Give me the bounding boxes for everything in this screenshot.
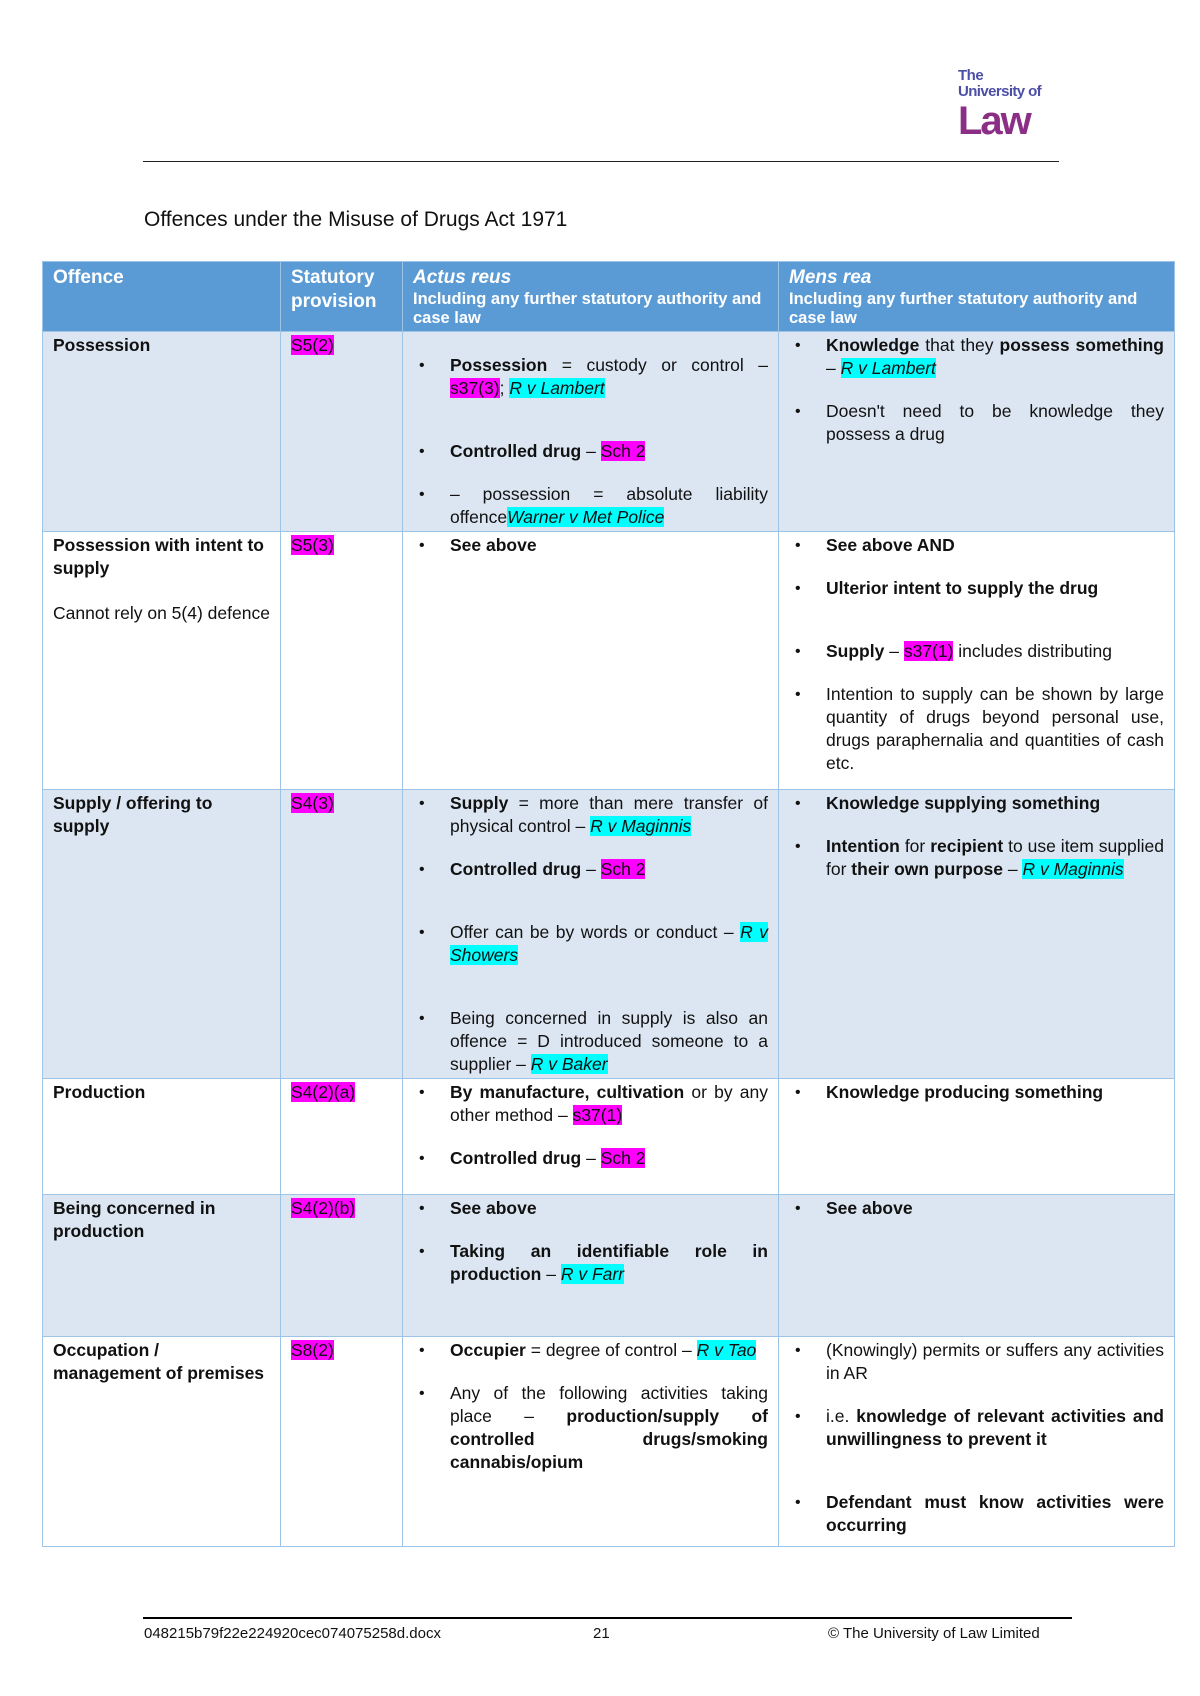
bold-term: Controlled drug xyxy=(450,859,582,879)
body-text: Any of the following activities taking place – xyxy=(450,1383,768,1426)
case-reference-highlight: R v Baker xyxy=(530,1054,608,1074)
body-text: Offer can be by words or conduct – xyxy=(450,922,741,942)
mens-rea-cell xyxy=(779,532,1175,790)
actus-reus-cell xyxy=(403,790,779,1079)
bold-term: See above xyxy=(450,1198,537,1218)
offence-name: Possession xyxy=(53,335,151,355)
list-item xyxy=(413,1339,768,1362)
offence-name: Occupation / management of premises xyxy=(53,1340,265,1383)
actus-reus-list xyxy=(413,792,768,1076)
body-text: Doesn't need to be knowledge they possess a drug xyxy=(826,401,1164,444)
bold-term: Intention xyxy=(826,836,900,856)
header-mens-subtitle: Including any further statutory authority and case law xyxy=(789,290,1138,327)
bold-term: Defendant must know activities were occurring xyxy=(826,1492,1164,1535)
provision-cell xyxy=(281,1079,403,1195)
bold-term: See above xyxy=(450,535,537,555)
statutory-provision-highlight: S4(2)(b) xyxy=(291,1198,356,1218)
list-item xyxy=(413,1007,768,1076)
body-text: – xyxy=(581,441,601,461)
case-reference-highlight: R v Maginnis xyxy=(1022,859,1124,879)
mens-rea-list xyxy=(789,334,1164,446)
header-actus-reus: Actus reus Including any further statutory authority and case law xyxy=(403,262,779,332)
list-item xyxy=(413,440,768,463)
statutory-provision-highlight: S5(3) xyxy=(291,535,334,555)
list-item xyxy=(789,577,1164,600)
case-reference-highlight: R v Lambert xyxy=(840,358,936,378)
statute-reference-highlight: Sch 2 xyxy=(600,1148,646,1168)
list-item xyxy=(789,334,1164,380)
bold-term: production/supply of controlled drugs/smoking cannabis/opium xyxy=(450,1406,768,1472)
actus-reus-cell xyxy=(403,332,779,532)
footer-page-number: 21 xyxy=(593,1625,610,1642)
offence-name: Being concerned in production xyxy=(53,1198,216,1241)
body-text: includes distributing xyxy=(953,641,1112,661)
body-text: – xyxy=(581,859,601,879)
table-header-row xyxy=(43,262,1175,332)
case-reference-highlight: R v Tao xyxy=(696,1340,757,1360)
table-row xyxy=(43,1195,1175,1337)
mens-rea-cell xyxy=(779,790,1175,1079)
bold-term: knowledge of relevant activities and unwillingness to prevent it xyxy=(826,1406,1164,1449)
offence-cell xyxy=(43,1079,281,1195)
logo-line-2: University of xyxy=(958,83,1042,100)
mens-rea-list xyxy=(789,534,1164,775)
offences-table xyxy=(42,261,1175,1547)
offence-cell xyxy=(43,1195,281,1337)
mens-rea-list xyxy=(789,1339,1164,1537)
table-row xyxy=(43,332,1175,532)
body-text: ; xyxy=(499,378,510,398)
list-item xyxy=(413,858,768,881)
bold-term: Taking an identifiable role in production xyxy=(450,1241,768,1284)
table-row xyxy=(43,1079,1175,1195)
actus-reus-list xyxy=(413,1081,768,1170)
bold-term: possess something xyxy=(999,335,1164,355)
list-item xyxy=(789,792,1164,815)
statute-reference-highlight: Sch 2 xyxy=(600,441,646,461)
provision-cell xyxy=(281,790,403,1079)
statutory-provision-highlight: S8(2) xyxy=(291,1340,334,1360)
body-text: or by any other method – xyxy=(450,1082,768,1125)
body-text: (Knowingly) permits or suffers any activities in AR xyxy=(826,1340,1164,1383)
case-reference-highlight: Warner v Met Police xyxy=(507,507,665,527)
bold-term: Supply xyxy=(450,793,509,813)
bold-term: Ulterior intent to supply the drug xyxy=(826,578,1099,598)
header-provision: Statutory provision xyxy=(281,262,403,332)
bold-term: recipient xyxy=(930,836,1004,856)
mens-rea-cell xyxy=(779,1337,1175,1547)
header-actus-subtitle: Including any further statutory authority and case law xyxy=(413,290,762,327)
body-text: – xyxy=(1002,859,1023,879)
list-item xyxy=(413,1382,768,1474)
list-item xyxy=(413,1240,768,1286)
footer-copyright: © The University of Law Limited xyxy=(828,1625,1040,1642)
statutory-provision-highlight: S4(3) xyxy=(291,793,334,813)
footer-filename: 048215b79f22e224920cec074075258d.docx xyxy=(144,1625,441,1642)
body-text: – xyxy=(541,1264,561,1284)
body-text: for xyxy=(899,836,931,856)
mens-rea-list xyxy=(789,792,1164,881)
offence-name: Supply / offering to supply xyxy=(53,793,213,836)
provision-cell xyxy=(281,532,403,790)
mens-rea-cell xyxy=(779,332,1175,532)
offence-note: Cannot rely on 5(4) defence xyxy=(53,603,270,623)
list-item xyxy=(413,534,768,557)
list-item xyxy=(789,640,1164,663)
bold-term: Controlled drug xyxy=(450,1148,582,1168)
bold-term: See above xyxy=(826,1198,913,1218)
case-reference-highlight: R v Showers xyxy=(450,922,768,965)
case-reference-highlight: R v Farr xyxy=(560,1264,625,1284)
mens-rea-cell xyxy=(779,1079,1175,1195)
actus-reus-cell xyxy=(403,532,779,790)
body-text: = more than mere transfer of physical control – xyxy=(450,793,768,836)
body-text: that they xyxy=(919,335,1000,355)
actus-reus-list xyxy=(413,534,768,557)
list-item xyxy=(789,1197,1164,1220)
body-text: – xyxy=(884,641,904,661)
offence-cell xyxy=(43,532,281,790)
body-text: i.e. xyxy=(826,1406,857,1426)
list-item xyxy=(413,483,768,529)
table-row xyxy=(43,532,1175,790)
bold-term: See above AND xyxy=(826,535,955,555)
actus-reus-cell xyxy=(403,1337,779,1547)
bold-term: Controlled drug xyxy=(450,441,582,461)
bold-term: Possession xyxy=(450,355,548,375)
bold-term: Knowledge supplying something xyxy=(826,793,1101,813)
statutory-provision-highlight: S5(2) xyxy=(291,335,334,355)
bold-term: Knowledge xyxy=(826,335,920,355)
list-item xyxy=(413,1197,768,1220)
provision-cell xyxy=(281,1337,403,1547)
list-item xyxy=(413,354,768,400)
offences-table-body xyxy=(43,332,1175,1547)
bold-term: their own purpose xyxy=(851,859,1003,879)
table-row xyxy=(43,1337,1175,1547)
actus-reus-list xyxy=(413,1197,768,1286)
statute-reference-highlight: s37(3) xyxy=(450,378,500,398)
document-title: Offences under the Misuse of Drugs Act 1971 xyxy=(144,208,568,231)
offence-name: Possession with intent to supply xyxy=(53,535,264,578)
list-item xyxy=(789,1405,1164,1451)
mens-rea-list xyxy=(789,1197,1164,1220)
statutory-provision-highlight: S4(2)(a) xyxy=(291,1082,356,1102)
list-item xyxy=(413,921,768,967)
mens-rea-cell xyxy=(779,1195,1175,1337)
table-row xyxy=(43,790,1175,1079)
list-item xyxy=(413,1081,768,1127)
provision-cell xyxy=(281,332,403,532)
list-item xyxy=(789,1339,1164,1385)
bold-term: Occupier xyxy=(450,1340,526,1360)
statute-reference-highlight: s37(1) xyxy=(572,1105,623,1125)
logo-line-1: The xyxy=(958,67,984,84)
offence-cell xyxy=(43,1337,281,1547)
list-item xyxy=(789,400,1164,446)
body-text: – xyxy=(826,358,841,378)
body-text: Being concerned in supply is also an offence = D introduced someone to a supplier – xyxy=(450,1008,768,1074)
bold-term: Supply xyxy=(826,641,885,661)
list-item xyxy=(789,835,1164,881)
bold-term: Knowledge producing something xyxy=(826,1082,1104,1102)
statute-reference-highlight: s37(1) xyxy=(903,641,954,661)
actus-reus-list xyxy=(413,354,768,529)
offence-cell xyxy=(43,790,281,1079)
offence-cell xyxy=(43,332,281,532)
statute-reference-highlight: Sch 2 xyxy=(600,859,646,879)
provision-cell xyxy=(281,1195,403,1337)
case-reference-highlight: R v Lambert xyxy=(509,378,605,398)
body-text: Intention to supply can be shown by large quantity of drugs beyond personal use, drugs paraphernalia and quantities of cash etc. xyxy=(826,684,1164,773)
bold-term: By manufacture, cultivation xyxy=(450,1082,685,1102)
list-item xyxy=(789,534,1164,557)
footer-rule xyxy=(143,1617,1072,1619)
header-mens-rea: Mens rea Including any further statutory authority and case law xyxy=(779,262,1175,332)
body-text: to use item supplied for xyxy=(826,836,1164,879)
logo-line-3: Law xyxy=(958,99,1030,143)
actus-reus-cell xyxy=(403,1195,779,1337)
list-item xyxy=(789,683,1164,775)
body-text: = custody or control – xyxy=(547,355,768,375)
actus-reus-list xyxy=(413,1339,768,1474)
header-offence: Offence xyxy=(43,262,281,332)
list-item xyxy=(413,1147,768,1170)
case-reference-highlight: R v Maginnis xyxy=(590,816,692,836)
body-text: = degree of control – xyxy=(525,1340,697,1360)
body-text: – possession = absolute liability offence xyxy=(450,484,768,527)
university-logo xyxy=(958,68,1058,141)
actus-reus-cell xyxy=(403,1079,779,1195)
header-rule xyxy=(143,161,1059,162)
body-text: – xyxy=(581,1148,601,1168)
list-item xyxy=(789,1491,1164,1537)
offence-name: Production xyxy=(53,1082,146,1102)
mens-rea-list xyxy=(789,1081,1164,1104)
list-item xyxy=(413,792,768,838)
list-item xyxy=(789,1081,1164,1104)
